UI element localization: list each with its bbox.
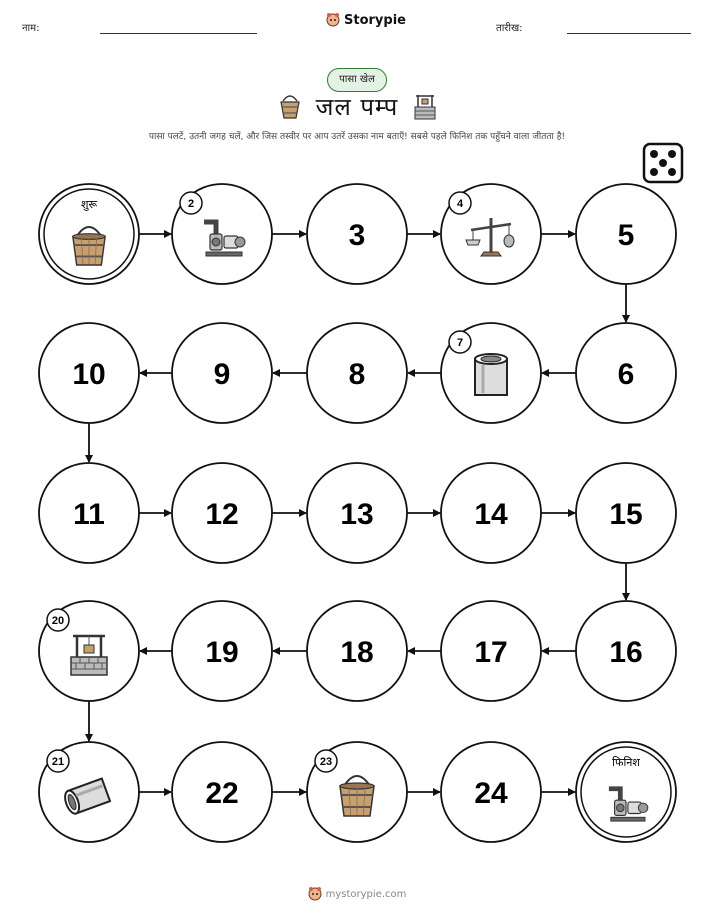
date-label: तारीख: — [496, 23, 523, 34]
page-title: जल पम्प — [315, 93, 399, 121]
board-cell-19 — [172, 601, 272, 701]
cell-number: 5 — [617, 219, 635, 252]
footer — [0, 886, 714, 902]
board-cell-3 — [307, 184, 407, 284]
cell-badge-number: 7 — [456, 337, 464, 349]
board-cell-20 — [39, 601, 139, 701]
cell-number: 14 — [474, 498, 508, 531]
cell-number: 22 — [205, 777, 239, 810]
cell-badge-number: 23 — [319, 756, 333, 768]
cell-badge-number: 2 — [187, 198, 195, 210]
board-cell-7 — [441, 323, 541, 423]
board-cell-25 — [576, 742, 676, 842]
board-cell-4 — [441, 184, 541, 284]
cell-number: 8 — [348, 358, 366, 391]
board-cell-8 — [307, 323, 407, 423]
cell-number: 6 — [617, 358, 635, 391]
cell-number: 17 — [474, 636, 508, 669]
board-cell-18 — [307, 601, 407, 701]
board-cell-17 — [441, 601, 541, 701]
cell-number: 13 — [340, 498, 374, 531]
cell-badge-number: 21 — [51, 756, 65, 768]
board-cell-23 — [307, 742, 407, 842]
board-cell-24 — [441, 742, 541, 842]
board-cell-14 — [441, 463, 541, 563]
cell-number: 3 — [348, 219, 366, 252]
board-cell-15 — [576, 463, 676, 563]
cell-number: 15 — [609, 498, 643, 531]
board-cell-13 — [307, 463, 407, 563]
board-cell-21 — [39, 742, 139, 842]
cell-number: 24 — [474, 777, 508, 810]
instructions: पासा पलटें, उतनी जगह चलें, और जिस तस्वीर पर आप उतरें उसका नाम बताएँ! सबसे पहले फिनिश तक पहुँचने वाला जीतता है! — [148, 132, 566, 142]
board-cell-5 — [576, 184, 676, 284]
pipe-icon — [475, 354, 507, 395]
game-type-pill: पासा खेल — [327, 68, 387, 92]
board-cell-12 — [172, 463, 272, 563]
storypie-mascot-icon — [308, 886, 322, 902]
cell-number: 16 — [609, 636, 643, 669]
cell-number: 11 — [73, 498, 105, 531]
cell-badge-number: 20 — [51, 615, 65, 627]
board-cell-16 — [576, 601, 676, 701]
footer-site: mystorypie.com — [325, 888, 407, 900]
name-label: नाम: — [22, 23, 40, 34]
start-label: शुरू — [80, 198, 98, 211]
cell-badge-number: 4 — [456, 198, 464, 210]
cell-number: 18 — [340, 636, 374, 669]
cell-number: 12 — [205, 498, 239, 531]
board-cell-6 — [576, 323, 676, 423]
finish-label: फिनिश — [612, 756, 640, 769]
board-cell-22 — [172, 742, 272, 842]
board-cell-9 — [172, 323, 272, 423]
cell-number: 9 — [213, 358, 231, 391]
board-cell-1 — [39, 184, 139, 284]
cell-number: 19 — [205, 636, 239, 669]
cell-number: 10 — [72, 358, 106, 391]
brand-name: Storypie — [344, 12, 406, 28]
board-cell-11 — [39, 463, 139, 563]
board-cell-2 — [172, 184, 272, 284]
board-cell-10 — [39, 323, 139, 423]
